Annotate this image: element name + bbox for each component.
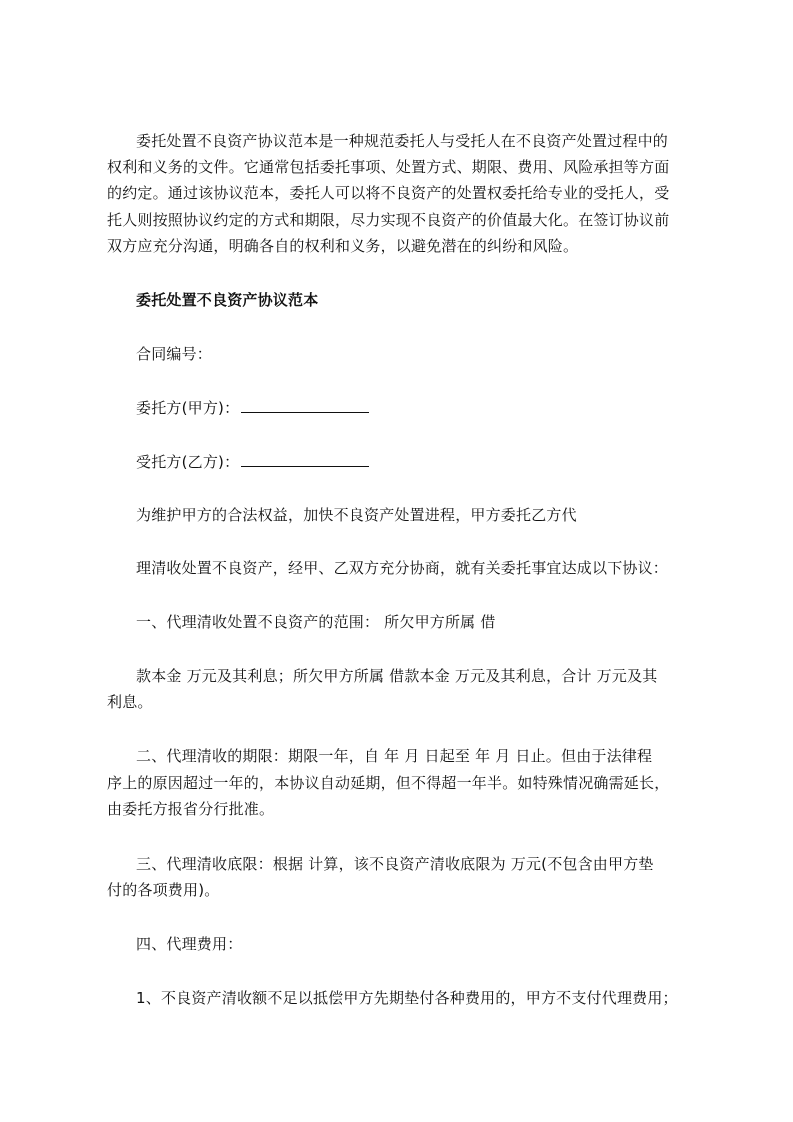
section-2-line-2: 序上的原因超过一年的，本协议自动延期，但不得超一年半。如特殊情况确需延长， (107, 774, 670, 792)
party-b-label: 受托方(乙方)： (136, 453, 240, 471)
intro-line-2: 权利和义务的文件。它通常包括委托事项、处置方式、期限、费用、风险承担等方面 (107, 158, 670, 176)
intro-line-5: 双方应充分沟通，明确各自的权利和义务，以避免潜在的纠纷和风险。 (107, 237, 579, 255)
party-a-label: 委托方(甲方)： (136, 399, 240, 417)
section-2-line-1: 二、代理清收的期限：期限一年，自 年 月 日起至 年 月 日止。但由于法律程 (136, 747, 653, 765)
party-a-blank[interactable] (241, 398, 369, 413)
intro-line-1: 委托处置不良资产协议范本是一种规范委托人与受托人在不良资产处置过程中的 (136, 132, 669, 150)
section-2-line-3: 由委托方报省分行批准。 (107, 800, 275, 818)
section-1-line-2: 利息。 (107, 693, 153, 711)
section-3-line-2: 付的各项费用)。 (107, 881, 220, 899)
section-4-item-1: 1、不良资产清收额不足以抵偿甲方先期垫付各种费用的，甲方不支付代理费用； (136, 989, 678, 1007)
section-3-line-1: 三、代理清收底限：根据 计算，该不良资产清收底限为 万元(不包含由甲方垫 (136, 855, 654, 873)
party-b-row (136, 452, 369, 472)
document-title: 委托处置不良资产协议范本 (136, 291, 319, 309)
section-4-heading: 四、代理费用： (136, 935, 243, 953)
party-b-blank[interactable] (241, 452, 369, 467)
section-1-line-1: 款本金 万元及其利息；所欠甲方所属 借款本金 万元及其利息，合计 万元及其 (136, 667, 658, 685)
section-1-heading: 一、代理清收处置不良资产的范围： 所欠甲方所属 借 (136, 613, 496, 631)
intro-line-3: 的约定。通过该协议范本，委托人可以将不良资产的处置权委托给专业的受托人，受 (107, 184, 670, 202)
party-a-row (136, 398, 369, 418)
contract-number-label: 合同编号： (136, 345, 213, 363)
preamble-line-2: 理清收处置不良资产，经甲、乙双方充分协商，就有关委托事宜达成以下协议： (136, 559, 669, 577)
preamble-line-1: 为维护甲方的合法权益，加快不良资产处置进程，甲方委托乙方代 (136, 506, 577, 524)
intro-line-4: 托人则按照协议约定的方式和期限，尽力实现不良资产的价值最大化。在签订协议前 (107, 211, 670, 229)
